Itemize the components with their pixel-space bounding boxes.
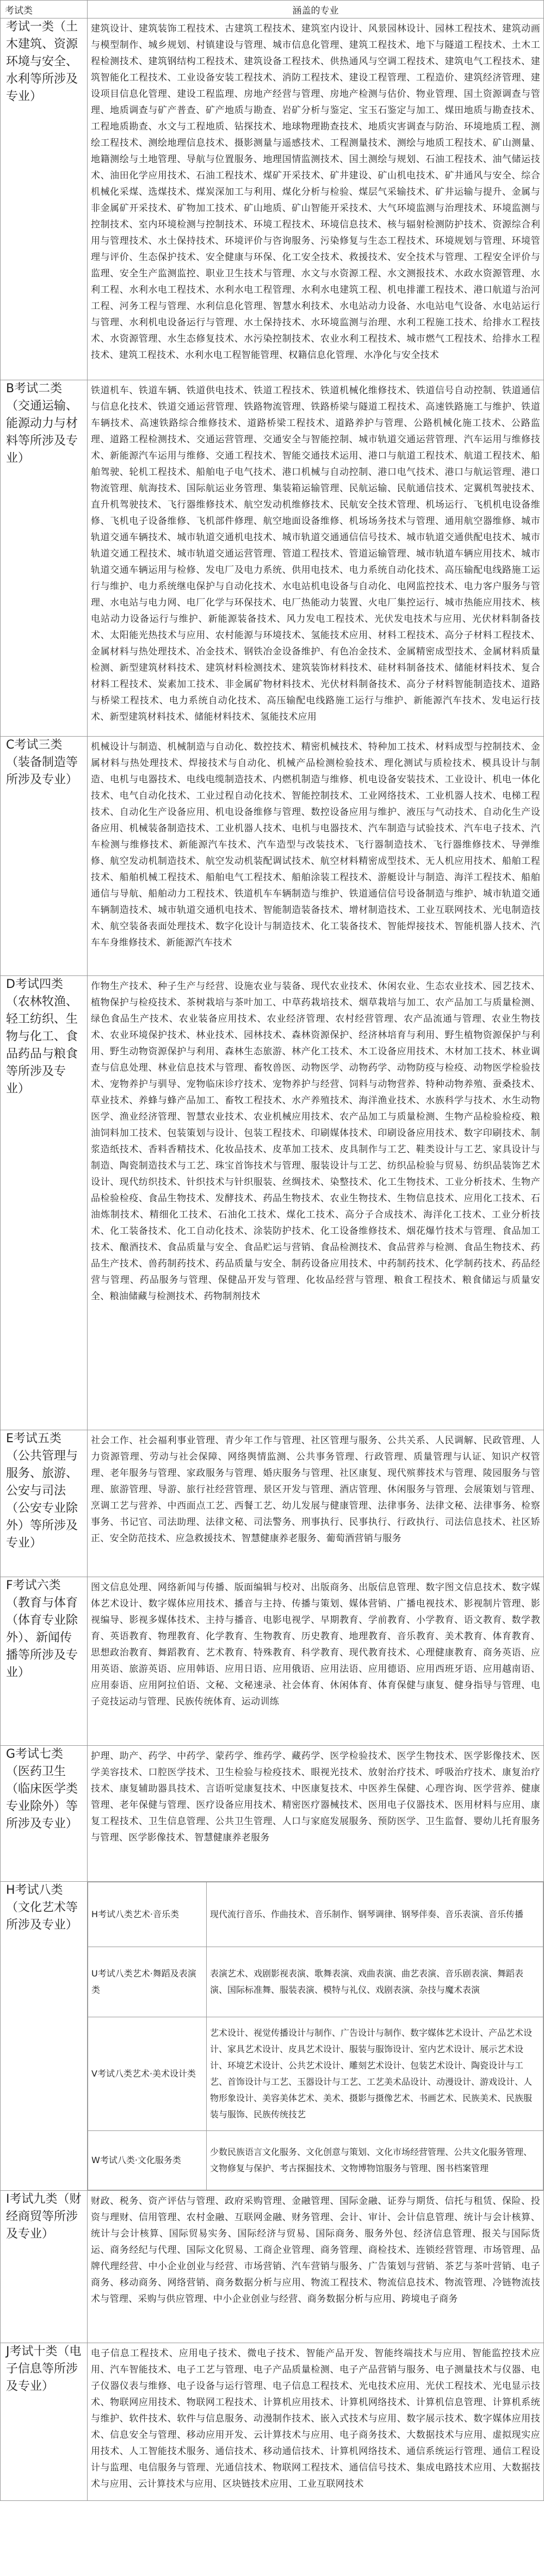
table-header-row — [1, 1, 544, 18]
header-majors: 涵盖的专业 — [88, 1, 544, 18]
table-row — [1, 1746, 544, 1882]
subcategory-label: U考试八类艺术·舞蹈及表演类 — [88, 1947, 207, 2017]
table-row — [1, 1882, 544, 2191]
subcategory-label: H考试八类艺术·音乐类 — [88, 1882, 207, 1947]
category-majors: 财政、税务、资产评估与管理、政府采购管理、金融管理、国际金融、证券与期货、信托与租赁、保险、投资与理财、信用管理、农村金融、互联网金融、财务管理、会计、审计、会计信息管理、统计与会计核算、统计与会计核算、国际贸易实务、国际经济与贸易、国际商务、服务外包、经济信息管理、报关与国际货运、商务经纪与代理、国际文化贸易、工商企业管理、商务管理、商检技术、连锁经营管理、市场管理、品牌代理经营、中小企业创业与经营、市场营销、汽车营销与服务、广告策划与营销、茶艺与茶叶营销、电子商务、移动商务、网络营销、商务数据分析与应用、物流工程技术、物流信息技术、物流管理、冷链物流技术与管理、采购与供应管理、中小企业创业与经营、商务数据分析与应用、跨境电子商务 — [88, 2191, 544, 2343]
subcategory-majors: 少数民族语言文化服务、文化创意与策划、文化市场经营管理、公共文化服务管理、文物修复与保护、考古探掘技术、文物博物馆服务与管理、图书档案管理 — [207, 2131, 543, 2190]
subcategory-label: W考试八类·文化服务类 — [88, 2131, 207, 2190]
category-label: C考试三类（装备制造等所涉及专业） — [1, 737, 88, 976]
category-majors: 社会工作、社会福利事业管理、青少年工作与管理、社区管理与服务、公共关系、人民调解、民政管理、人力资源管理、劳动与社会保障、网络舆情监测、公共事务管理、行政管理、质量管理与认证、知识产权管理、老年服务与管理、家政服务与管理、婚庆服务与管理、社区康复、现代殡葬技术与管理、陵园服务与管理、旅游管理、导游、旅行社经营管理、景区开发与管理、酒店管理、休闲服务与管理、会展策划与管理、烹调工艺与营养、中西面点工艺、西餐工艺、幼儿发展与健康管理、法律事务、法律文秘、法律事务、检察事务、书记官、司法助理、法律文秘、司法警务、刑事执行、民事执行、行政执行、司法信息技术、社区矫正、安全防范技术、应急救援技术、智慧健康养老服务、葡萄酒营销与服务 — [88, 1430, 544, 1577]
category-majors: 铁道机车、铁道车辆、铁道供电技术、铁道工程技术、铁道机械化维修技术、铁道信号自动控制、铁道通信与信息化技术、铁道交通运营管理、铁路物流管理、铁路桥梁与隧道工程技术、高速铁路施工与维护、铁道车辆技术、高速铁路综合维修技术、道路桥梁工程技术、道路养护与管理、公路机械化施工技术、公路监理、道路工程检测技术、交通运营管理、交通安全与智能控制、城市轨道交通运营管理、汽车运用与维修技术、新能源汽车运用与维修、交通工程技术、智能交通技术运用、港口与航道工程技术、航道工程技术、船舶驾驶、轮机工程技术、船舶电子电气技术、港口机械与自动控制、港口电气技术、港口与航运管理、港口物流管理、航海技术、国际航运业务管理、集装箱运输管理、民航运输、民航通信技术、定翼机驾驶技术、直升机驾驶技术、飞行器维修技术、航空发动机维修技术、民航安全技术管理、机场运行、飞机机电设备维修、飞机电子设备维修、飞机部件修理、航空地面设备维修、机场场务技术与管理、通用航空器维修、城市轨道交通车辆技术、城市轨道交通机电技术、城市轨道交通通信信号技术、城市轨道交通供配电技术、城市轨道交通工程技术、城市轨道交通运营管理、管道工程技术、管道运输管理、城市轨道车辆应用技术、城市轨道交通车辆运用与检修、发电厂及电力系统、供用电技术、电力系统自动化技术、高压输配电线路施工运行与维护、电力系统继电保护与自动化技术、水电站机电设备与自动化、电网监控技术、电力客户服务与管理、水电站与电力网、电厂化学与环保技术、电厂热能动力装置、火电厂集控运行、城市热能应用技术、核电站动力设备运行与维护、新能源装备技术、风力发电工程技术、光伏发电技术与应用、光伏材料制备技术、太阳能光热技术与应用、农村能源与环境技术、氢能技术应用、材料工程技术、高分子材料工程技术、金属材料与热处理技术、冶金技术、钢铁冶金设备维护、有色冶金技术、金属精密成型技术、金属材料质量检测、新型建筑材料技术、建筑材料检测技术、建筑装饰材料技术、硅材料制备技术、储能材料技术、复合材料工程技术、炭素加工技术、非金属矿物材料技术、光伏材料制备技术、高分子材料智能制造技术、道路与桥梁工程技术、电力系统自动化技术、高压输配电线路施工运行与维护、新能源汽车技术、发电运行技术、新型建筑材料技术、储能材料技术、氢能技术应用 — [88, 380, 544, 737]
table-row — [1, 2191, 544, 2343]
category-label: D考试四类（农林牧渔、轻工纺织、生物与化工、食品药品与粮食等所涉及专业） — [1, 976, 88, 1430]
table-row — [1, 2343, 544, 2501]
category-majors: 图文信息处理、网络新闻与传播、版面编辑与校对、出版商务、出版信息管理、数字图文信息技术、数字媒体艺术设计、数字媒体应用技术、播音与主持、传播与策划、媒体营销、广播电视技术、影视制片管理、影视编导、影视多媒体技术、主持与播音、电影电视学、早期教育、学前教育、小学教育、语文教育、数学教育、英语教育、物理教育、化学教育、生物教育、历史教育、地理教育、音乐教育、美术教育、体育教育、思想政治教育、舞蹈教育、艺术教育、特殊教育、科学教育、现代教育技术、心理健康教育、商务英语、应用英语、旅游英语、应用韩语、应用日语、应用俄语、应用法语、应用德语、应用西班牙语、应用越南语、应用泰语、应用阿拉伯语、文秘、文秘速录、社会体育、休闲体育、体育保健与康复、健身指导与管理、电子竞技运动与管理、民族传统体育、运动训练 — [88, 1577, 544, 1746]
table-row — [1, 1577, 544, 1746]
subtable-row — [88, 2017, 543, 2131]
category-label: B考试二类（交通运输、能源动力与材料等所涉及专业） — [1, 380, 88, 737]
category-majors: 电子信息工程技术、应用电子技术、微电子技术、智能产品开发、智能终端技术与应用、智能监控技术应用、汽车智能技术、电子工艺与管理、电子产品质量检测、电子产品营销与服务、电子测量技术与仪器、电子仪器仪表与维修、电子设备与运行管理、电子信息工程技术、光电技术应用、光伏工程技术、光电显示技术、物联网应用技术、物联网工程技术、计算机应用技术、计算机网络技术、计算机信息管理、计算机系统与维护、软件技术、软件与信息服务、动漫制作技术、嵌入式技术与应用、数字展示技术、数字媒体应用技术、信息安全与管理、移动应用开发、云计算技术与应用、电子商务技术、大数据技术与应用、虚拟现实应用技术、人工智能技术服务、通信技术、移动通信技术、计算机网络技术、通信系统运行管理、通信工程设计与监理、电信服务与管理、光通信技术、物联网工程技术、通信信号技术、集成电路技术应用、大数据技术与应用、云计算技术与应用、区块链技术应用、工业互联网技术 — [88, 2343, 544, 2501]
category-label: 考试一类（土木建筑、资源环境与安全、水利等所涉及专业） — [1, 18, 88, 380]
category-label: G考试七类（医药卫生（临床医学类专业除外）等所涉及专业） — [1, 1746, 88, 1882]
table-row — [1, 976, 544, 1430]
subtable-row — [88, 1947, 543, 2017]
subcategory-majors: 表演艺术、戏剧影视表演、歌舞表演、戏曲表演、曲艺表演、音乐剧表演、舞蹈表演、国际标准舞、服装表演、模特与礼仪、戏剧表演、杂技与魔术表演 — [207, 1947, 543, 2017]
category-majors: 建筑设计、建筑装饰工程技术、古建筑工程技术、建筑室内设计、风景园林设计、园林工程技术、建筑动画与模型制作、城乡规划、村镇建设与管理、城市信息化管理、建筑工程技术、地下与隧道工程技术、土木工程检测技术、建筑钢结构工程技术、建筑设备工程技术、供热通风与空调工程技术、建筑电气工程技术、建筑智能化工程技术、工业设备安装工程技术、消防工程技术、建设工程管理、工程造价、建筑经济管理、建设项目信息化管理、建设工程监理、房地产经营与管理、房地产检测与估价、物业管理、国土资源调查与管理、地质调查与矿产普查、矿产地质与勘查、岩矿分析与鉴定、宝玉石鉴定与加工、煤田地质与勘查技术、工程地质勘查、水文与工程地质、钻探技术、地球物理勘查技术、地质灾害调查与防治、环境地质工程、测绘工程技术、测绘地理信息技术、摄影测量与遥感技术、工程测量技术、测绘与地质工程技术、矿山测量、地籍测绘与土地管理、导航与位置服务、地理国情监测技术、国土测绘与规划、石油工程技术、油气储运技术、油田化学应用技术、石油工程技术、煤矿开采技术、矿井建设、矿山机电技术、矿井通风与安全、综合机械化采煤、选煤技术、煤炭深加工与利用、煤化分析与检验、煤层气采输技术、矿井运输与提升、金属与非金属矿开采技术、矿物加工技术、矿山地质、矿山智能开采技术、大气环境监测与治理技术、环境监测与控制技术、室内环境检测与控制技术、环境工程技术、环境信息技术、核与辐射检测防护技术、资源综合利用与管理技术、水土保持技术、环境评价与咨询服务、污染修复与生态工程技术、环境规划与管理、环境管理与评价、生态保护技术、安全健康与环保、化工安全技术、救援技术、安全技术与管理、工程安全评价与监理、安全生产监测监控、职业卫生技术与管理、水文与水资源工程、水文测报技术、水政水资源管理、水利工程、水利水电工程技术、水利水电工程管理、水利水电建筑工程、机电排灌工程技术、港口航道与治河工程、河务工程与管理、水利信息化管理、智慧水利技术、水电站动力设备、水电站电气设备、水电站运行与管理、水利机电设备运行与管理、水土保持技术、水环境监测与治理、水利工程施工技术、给排水工程技术、水资源管理、水生态修复技术、水污染控制技术、农业水利工程技术、城市燃气工程技术、给排水工程技术、建筑工程技术、水利水电工程智能管理、权籍信息化管理、水净化与安全技术 — [88, 18, 544, 380]
category-subtable-cell — [88, 1882, 544, 2191]
category-label: H考试八类（文化艺术等所涉及专业） — [1, 1882, 88, 2191]
category-majors: 作物生产技术、种子生产与经营、设施农业与装备、现代农业技术、休闲农业、生态农业技术、园艺技术、植物保护与检疫技术、茶树栽培与茶叶加工、中草药栽培技术、烟草栽培与加工、农产品加工与质量检测、绿色食品生产技术、农业装备应用技术、农业经济管理、农村经营管理、农产品流通与管理、农业生物技术、农业环境保护技术、林业技术、园林技术、森林资源保护、经济林培育与利用、野生植物资源保护与利用、野生动物资源保护与利用、森林生态旅游、林产化工技术、木工设备应用技术、木材加工技术、林业调查与信息处理、林业信息技术与管理、畜牧兽医、动物医学、动物药学、动物防疫与检疫、动物医学检验技术、宠物养护与驯导、宠物临床诊疗技术、宠物养护与经营、饲料与动物营养、特种动物养殖、蚕桑技术、草业技术、养蜂与蜂产品加工、畜牧工程技术、水产养殖技术、海洋渔业技术、水族科学与技术、水生动物医学、渔业经济管理、智慧农业技术、农业机械应用技术、农产品加工与质量检测、生物产品检验检疫、粮油饲料加工技术、包装策划与设计、包装工程技术、印刷媒体技术、印刷设备应用技术、数字印刷技术、制浆造纸技术、香料香精技术、化妆品技术、皮革加工技术、皮具制作与工艺、鞋类设计与工艺、家具设计与制造、陶瓷制造技术与工艺、珠宝首饰技术与管理、服装设计与工艺、纺织品检验与贸易、纺织品装饰艺术设计、现代纺织技术、针织技术与针织服装、丝绸技术、染整技术、化工生物技术、工业分析技术、生物产品检验检疫、食品生物技术、发酵技术、药品生物技术、农业生物技术、生物信息技术、应用化工技术、石油炼制技术、精细化工技术、石油化工技术、煤化工技术、高分子合成技术、海洋化工技术、工业分析技术、化工装备技术、化工自动化技术、涂装防护技术、化工设备维修技术、烟花爆竹技术与管理、食品加工技术、酿酒技术、食品质量与安全、食品贮运与营销、食品检测技术、食品营养与检测、食品生物技术、药品生产技术、兽药制药技术、药品质量与安全、制药设备应用技术、中药制药技术、化学制药技术、药品经营与管理、药品服务与管理、保健品开发与管理、化妆品经营与管理、粮食工程技术、粮食储运与质量安全、粮油储藏与检测技术、药物制剂技术 — [88, 976, 544, 1430]
category-label: I考试九类（财经商贸等所涉及专业） — [1, 2191, 88, 2343]
table-row — [1, 18, 544, 380]
subtable-row — [88, 2131, 543, 2190]
table-row — [1, 1430, 544, 1577]
category-majors: 护理、助产、药学、中药学、蒙药学、维药学、藏药学、医学检验技术、医学生物技术、医学影像技术、医学美容技术、口腔医学技术、卫生检验与检疫技术、眼视光技术、放射治疗技术、呼吸治疗技术、康复治疗技术、康复辅助器具技术、言语听觉康复技术、中医康复技术、中医养生保健、心理咨询、医学营养、健康管理、老年保健与管理、医疗设备应用技术、精密医疗器械技术、医用电子仪器技术、医用材料与应用、康复工程技术、卫生信息管理、公共卫生管理、人口与家庭发展服务、预防医学、卫生监督、婴幼儿托育服务与管理、医学影像技术、智慧健康养老服务 — [88, 1746, 544, 1882]
table-row — [1, 737, 544, 976]
arts-subtable — [88, 1882, 543, 2190]
category-majors: 机械设计与制造、机械制造与自动化、数控技术、精密机械技术、特种加工技术、材料成型与控制技术、金属材料与热处理技术、焊接技术与自动化、机械产品检测检验技术、理化测试与质检技术、模具设计与制造、电机与电器技术、电线电缆制造技术、内燃机制造与维修、机电设备安装技术、工业设计、机电一体化技术、电气自动化技术、工业过程自动化技术、智能控制技术、工业网络技术、工业机器人技术、电梯工程技术、自动化生产设备应用、机电设备维修与管理、数控设备应用与维护、液压与气动技术、自动化生产设备应用、机械装备制造技术、工业机器人技术、电机与电器技术、汽车制造与试验技术、汽车电子技术、汽车检测与维修技术、新能源汽车技术、汽车造型与改装技术、飞行器制造技术、飞行器维修技术、导弹维修、航空发动机制造技术、航空发动机装配调试技术、航空材料精密成型技术、无人机应用技术、船舶工程技术、船舶机械工程技术、船舶电气工程技术、船舶涂装工程技术、游艇设计与制造、海洋工程技术、船舶通信与导航、船舶动力工程技术、铁道机车车辆制造与维护、铁道通信信号设备制造与维护、城市轨道交通车辆制造技术、城市轨道交通机电技术、智能制造装备技术、增材制造技术、工业互联网技术、光电制造技术、航空装备表面处理技术、数字化设计与制造技术、化工装备技术、智能焊接技术、智能机器人技术、汽车车身维修技术、新能源汽车技术 — [88, 737, 544, 976]
category-label: J考试十类（电子信息等所涉及专业） — [1, 2343, 88, 2501]
category-label: E考试五类（公共管理与服务、旅游、公安与司法（公安专业除外）等所涉及专业） — [1, 1430, 88, 1577]
subtable-row — [88, 1882, 543, 1947]
header-exam-category: 考试类 — [1, 1, 88, 18]
subcategory-majors: 现代流行音乐、作曲技术、音乐制作、钢琴调律、钢琴伴奏、音乐表演、音乐传播 — [207, 1882, 543, 1947]
table-row — [1, 380, 544, 737]
category-label: F考试六类（教育与体育（体育专业除外）、新闻传播等所涉及专业） — [1, 1577, 88, 1746]
subcategory-majors: 艺术设计、视觉传播设计与制作、广告设计与制作、数字媒体艺术设计、产品艺术设计、家具艺术设计、皮具艺术设计、服装与服饰设计、室内艺术设计、展示艺术设计、环境艺术设计、公共艺术设计、雕刻艺术设计、包装艺术设计、陶瓷设计与工艺、首饰设计与工艺、玉器设计与工艺、工艺美术品设计、动漫设计、游戏设计、人物形象设计、美容美体艺术、美术、摄影与摄像艺术、书画艺术、民族美术、民族服装与服饰、民族传统技艺 — [207, 2017, 543, 2131]
subcategory-label: V考试八类艺术·美术设计类 — [88, 2017, 207, 2131]
